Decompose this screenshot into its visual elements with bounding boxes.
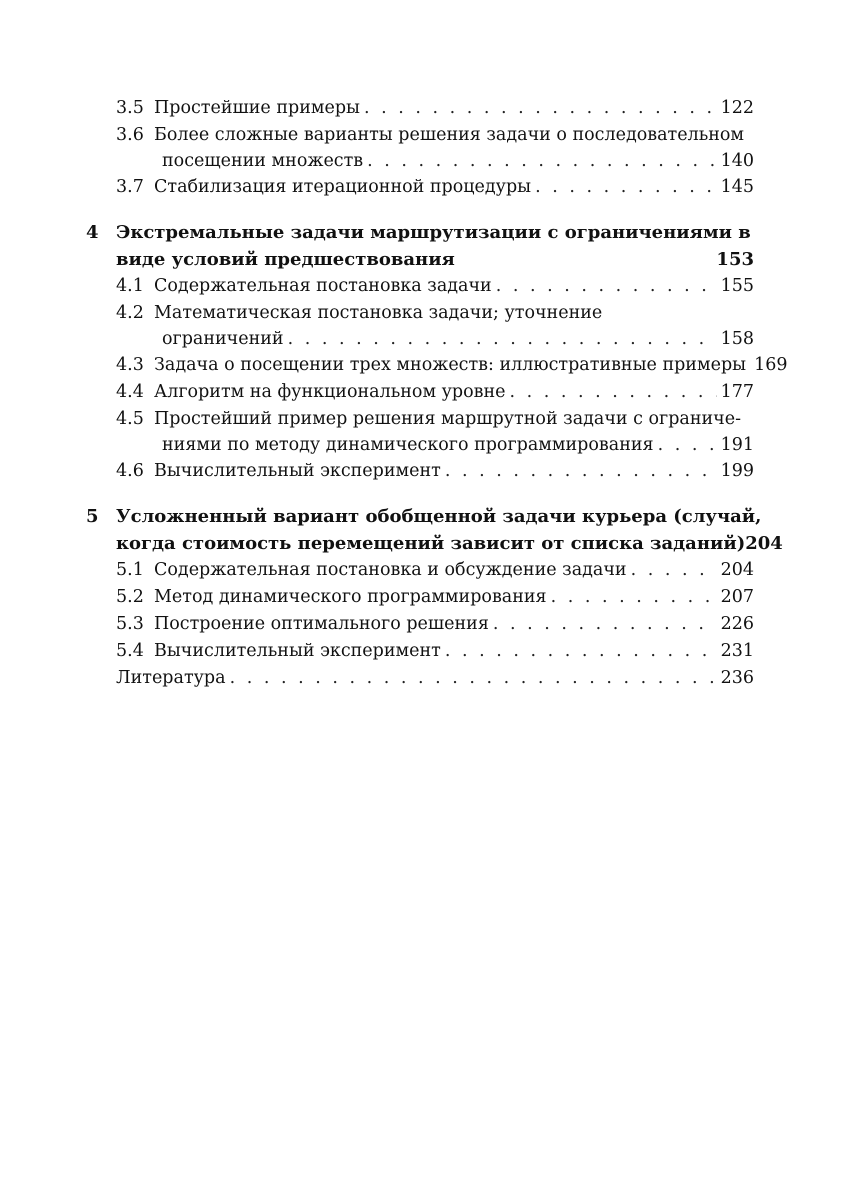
dot-leader — [496, 273, 717, 300]
toc-entry-4-6[interactable] — [116, 458, 754, 485]
section-number: 4.6 — [116, 461, 144, 481]
section-number: 4.3 — [116, 355, 144, 375]
toc-chapter-5[interactable] — [86, 503, 762, 530]
page-number: 122 — [720, 98, 754, 118]
dot-leader — [658, 433, 717, 458]
section-number: 5.1 — [116, 560, 144, 580]
dot-leader — [535, 174, 717, 201]
page-number: 207 — [720, 587, 754, 607]
section-title: Стабилизация итерационной процедуры — [154, 177, 532, 197]
page-number: 191 — [720, 435, 754, 455]
chapter-title-line2: когда стоимость перемещений зависит от списка заданий) — [116, 533, 746, 554]
toc-entry-3-5[interactable] — [116, 95, 754, 122]
toc-entry-4-5-cont[interactable] — [162, 433, 754, 458]
section-number: 4.1 — [116, 276, 144, 296]
toc-entry-5-2[interactable] — [116, 584, 754, 611]
chapter-page-number: 153 — [716, 249, 754, 270]
literature-title: Литература — [116, 668, 226, 688]
spacer — [86, 485, 754, 503]
chapter-title-line2: виде условий предшествования — [116, 249, 455, 270]
section-title: Алгоритм на функциональном уровне — [154, 382, 506, 402]
dot-leader — [364, 95, 717, 122]
toc-entry-3-7[interactable] — [116, 174, 754, 201]
section-title: Вычислительный эксперимент — [154, 641, 441, 661]
section-title: Вычислительный эксперимент — [154, 461, 441, 481]
toc-chapter-4-cont[interactable] — [86, 246, 754, 273]
page-number: 199 — [720, 461, 754, 481]
chapter-title-line1: Усложненный вариант обобщенной задачи курьера (случай, — [116, 506, 762, 527]
section-number: 3.6 — [116, 125, 144, 145]
chapter-number: 5 — [86, 506, 99, 527]
dot-leader — [230, 665, 717, 692]
page-number: 231 — [720, 641, 754, 661]
toc-entry-4-3[interactable] — [116, 352, 788, 379]
section-title-line2: ниями по методу динамического программирования — [162, 435, 654, 455]
dot-leader — [367, 149, 716, 174]
toc-entry-5-1[interactable] — [116, 557, 754, 584]
section-title-line2: посещении множеств — [162, 151, 364, 171]
section-number: 5.3 — [116, 614, 144, 634]
section-number: 5.4 — [116, 641, 144, 661]
toc-entry-3-6[interactable] — [116, 122, 754, 149]
spacer — [86, 201, 754, 219]
toc-entry-4-1[interactable] — [116, 273, 754, 300]
page-number: 204 — [720, 560, 754, 580]
section-number: 4.2 — [116, 303, 144, 323]
section-number: 4.5 — [116, 409, 144, 429]
section-title: Простейшие примеры — [154, 98, 360, 118]
section-title-line1: Простейший пример решения маршрутной задачи с ограниче- — [154, 409, 742, 429]
section-title: Метод динамического программирования — [154, 587, 547, 607]
chapter-number: 4 — [86, 222, 99, 243]
section-number: 5.2 — [116, 587, 144, 607]
dot-leader — [288, 327, 717, 352]
dot-leader — [493, 611, 717, 638]
table-of-contents — [86, 95, 788, 692]
toc-entry-5-4[interactable] — [116, 638, 754, 665]
toc-entry-4-4[interactable] — [116, 379, 754, 406]
dot-leader — [445, 458, 717, 485]
section-number: 4.4 — [116, 382, 144, 402]
section-number: 3.7 — [116, 177, 144, 197]
section-title: Содержательная постановка и обсуждение задачи — [154, 560, 627, 580]
toc-entry-3-6-cont[interactable] — [162, 149, 754, 174]
page-number: 169 — [754, 355, 788, 375]
toc-chapter-5-cont[interactable] — [86, 530, 783, 557]
section-title-line2: ограничений — [162, 329, 284, 349]
page-number: 155 — [720, 276, 754, 296]
dot-leader — [445, 638, 717, 665]
page-number: 236 — [720, 668, 754, 688]
section-title: Построение оптимального решения — [154, 614, 489, 634]
section-title-line1: Математическая постановка задачи; уточнение — [154, 303, 603, 323]
section-title: Задача о посещении трех множеств: иллюстративные примеры — [154, 355, 747, 375]
chapter-page-number: 204 — [745, 533, 783, 554]
section-title: Содержательная постановка задачи — [154, 276, 492, 296]
toc-entry-5-3[interactable] — [116, 611, 754, 638]
toc-entry-4-2[interactable] — [116, 300, 754, 327]
toc-entry-4-5[interactable] — [116, 406, 754, 433]
toc-entry-4-2-cont[interactable] — [162, 327, 754, 352]
toc-entry-literature[interactable] — [116, 665, 754, 692]
page-number: 226 — [720, 614, 754, 634]
dot-leader — [510, 379, 717, 406]
page-number: 177 — [720, 382, 754, 402]
dot-leader — [631, 557, 717, 584]
page-number: 158 — [720, 329, 754, 349]
page-number: 145 — [720, 177, 754, 197]
section-title-line1: Более сложные варианты решения задачи о последовательном — [154, 125, 745, 145]
section-number: 3.5 — [116, 98, 144, 118]
toc-chapter-4[interactable] — [86, 219, 754, 246]
page-number: 140 — [720, 151, 754, 171]
chapter-title-line1: Экстремальные задачи маршрутизации с ограничениями в — [116, 222, 751, 243]
dot-leader — [551, 584, 717, 611]
